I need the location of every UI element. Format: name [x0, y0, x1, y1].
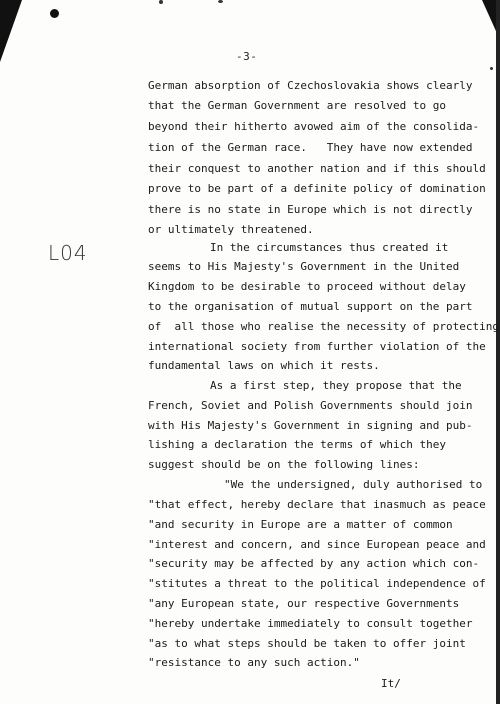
text-line: Kingdom to be desirable to proceed without delay: [148, 280, 466, 293]
text-line: fundamental laws on which it rests.: [148, 359, 380, 372]
page-number: -3-: [236, 50, 258, 63]
text-line: "and security in Europe are a matter of common: [148, 518, 453, 531]
scan-speck: [218, 0, 223, 3]
text-line: "stitutes a threat to the political independence of: [148, 577, 486, 590]
text-line: In the circumstances thus created it: [210, 241, 449, 254]
text-line: international society from further violation of the: [148, 340, 486, 353]
text-line: "security may be affected by any action which con-: [148, 557, 480, 570]
text-line: of all those who realise the necessity of protecting: [148, 320, 499, 333]
text-line: their conquest to another nation and if this should: [148, 162, 486, 175]
text-line: German absorption of Czechoslovakia shows clearly: [148, 79, 473, 92]
text-line: tion of the German race. They have now extended: [148, 141, 473, 154]
text-line: or ultimately threatened.: [148, 223, 314, 236]
text-line: "as to what steps should be taken to offer joint: [148, 637, 466, 650]
text-line: "resistance to any such action.": [148, 656, 360, 669]
text-line: that the German Government are resolved to go: [148, 99, 447, 112]
scan-corner-shadow: [0, 0, 22, 62]
continuation-catchword: It/: [381, 677, 401, 690]
text-line: As a first step, they propose that the: [210, 379, 462, 392]
text-line: "interest and concern, and since European peace and: [148, 538, 486, 551]
scan-speck: [159, 0, 163, 4]
text-line: to the organisation of mutual support on the part: [148, 300, 473, 313]
text-line: with His Majesty's Government in signing and pub-: [148, 419, 473, 432]
text-line: "hereby undertake immediately to consult together: [148, 617, 473, 630]
text-line: beyond their hitherto avowed aim of the consolida-: [148, 120, 480, 133]
text-line: lishing a declaration the terms of which they: [148, 438, 447, 451]
handwritten-margin-note: L04: [48, 241, 88, 265]
text-line: "any European state, our respective Governments: [148, 597, 460, 610]
text-line: "that effect, hereby declare that inasmuch as peace: [148, 498, 486, 511]
text-line: there is no state in Europe which is not directly: [148, 203, 473, 216]
text-line: French, Soviet and Polish Governments should join: [148, 399, 473, 412]
text-line: seems to His Majesty's Government in the United: [148, 260, 460, 273]
scan-speck: [490, 67, 493, 70]
punch-hole: [50, 9, 59, 18]
text-line: "We the undersigned, duly authorised to: [224, 478, 483, 491]
text-line: suggest should be on the following lines:: [148, 458, 420, 471]
scan-edge-right: [496, 0, 500, 704]
text-line: prove to be part of a definite policy of domination: [148, 182, 486, 195]
